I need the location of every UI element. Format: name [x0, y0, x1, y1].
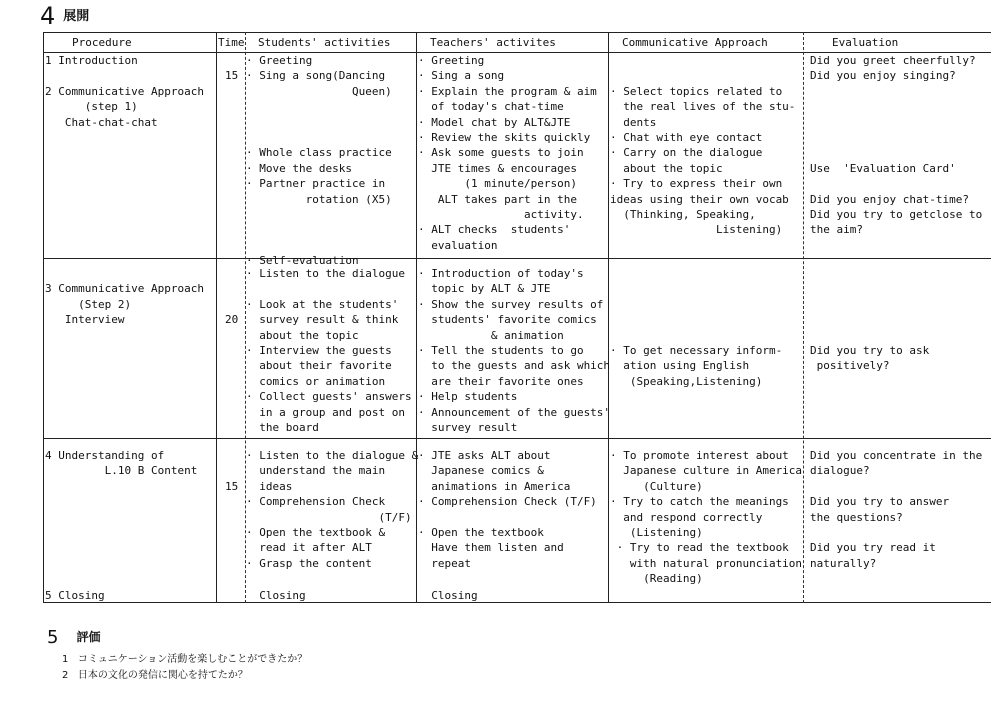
cell-evaluation-line: Did you try read it [810, 541, 936, 555]
header-teachers: Teachers' activites [430, 36, 556, 49]
cell-evaluation-line: Did you enjoy singing? [810, 69, 956, 83]
cell-approach-line: about the topic [610, 161, 723, 175]
cell-teachers-line: · Tell the students to go [418, 344, 584, 357]
cell-evaluation-line: Use 'Evaluation Card' [810, 161, 956, 175]
cell-teachers-line: & animation [418, 328, 564, 342]
cell-students-line: rotation (X5) [246, 192, 392, 206]
cell-approach-line: and respond correctly [610, 510, 763, 524]
cell-students-line: · Collect guests' answers [246, 390, 412, 404]
cell-teachers-line: (1 minute/person) [418, 177, 577, 191]
evaluation-item: 1 コミュニケーション活動を楽しむことができたか？ [62, 654, 308, 665]
cell-students-line: · Greeting [246, 54, 313, 67]
section-title: 評価 [76, 630, 101, 644]
cell-evaluation-line: Did you try to getclose to [810, 208, 983, 221]
table-rule [43, 32, 991, 33]
cell-students-line: · Listen to the dialogue [246, 267, 405, 280]
cell-teachers-line: · Announcement of the guests' [418, 405, 611, 419]
cell-students-line: understand the main [246, 464, 386, 478]
section-number: 5 [47, 627, 59, 648]
cell-students-line: · Comprehension Check [246, 495, 386, 509]
cell-procedure-line: 5 Closing [45, 589, 105, 602]
cell-procedure-line: 1 Introduction [45, 54, 138, 67]
cell-evaluation-line: Did you concentrate in the [810, 449, 983, 462]
cell-students-line: · Move the desks [246, 161, 352, 175]
cell-procedure-line: (step 1) [45, 100, 138, 114]
cell-teachers-line: JTE times & encourages [418, 161, 577, 175]
cell-teachers-line: ALT takes part in the [418, 192, 577, 206]
cell-evaluation-line: dialogue? [810, 464, 870, 478]
cell-students-line: about the topic [246, 328, 359, 342]
cell-students-line: · Open the textbook & [246, 526, 386, 539]
cell-approach-line: (Speaking,Listening) [610, 374, 763, 388]
cell-teachers-line: animations in America [418, 479, 571, 493]
cell-procedure-line: Interview [45, 313, 125, 327]
cell-evaluation-line: the questions? [810, 510, 903, 524]
cell-teachers-line: evaluation [418, 238, 498, 252]
cell-procedure-line: Chat-chat-chat [45, 115, 158, 129]
cell-approach-line: Japanese culture in America [610, 464, 803, 478]
table-rule [43, 258, 991, 259]
cell-teachers-line: are their favorite ones [418, 374, 584, 388]
table-column-rule [803, 32, 804, 603]
table-column-rule [43, 32, 44, 603]
cell-procedure-line: 4 Understanding of [45, 449, 165, 462]
cell-approach-line: · To get necessary inform- [610, 344, 783, 357]
cell-approach-line: (Reading) [610, 572, 703, 586]
cell-students-line: read it after ALT [246, 541, 372, 555]
cell-students-line: ideas [246, 479, 293, 493]
section-title: 展開 [63, 9, 90, 24]
cell-procedure-line: 3 Communicative Approach [45, 282, 204, 296]
cell-teachers-line: · ALT checks students' [418, 223, 571, 237]
table-rule [43, 602, 991, 603]
cell-approach-line: ation using English [610, 359, 750, 373]
section-number: 4 [40, 2, 56, 30]
header-approach: Communicative Approach [622, 36, 768, 49]
header-students: Students' activities [258, 36, 391, 49]
cell-approach-line: Listening) [610, 223, 783, 237]
cell-teachers-line: topic by ALT & JTE [418, 282, 551, 296]
table-rule [43, 438, 991, 439]
cell-time-line: 15 [225, 69, 239, 83]
cell-students-line: Queen) [246, 84, 392, 98]
cell-students-line: · Sing a song(Dancing [246, 69, 386, 83]
cell-teachers-line: · Help students [418, 390, 518, 404]
cell-approach-line: · To promote interest about [610, 449, 789, 462]
cell-teachers-line: · JTE asks ALT about [418, 449, 551, 462]
cell-teachers-line: · Comprehension Check (T/F) [418, 495, 597, 509]
cell-evaluation-line: the aim? [810, 223, 863, 237]
cell-students-line: · Self-evaluation [246, 254, 359, 268]
cell-approach-line: dents [610, 115, 657, 129]
cell-time-line: 20 [225, 313, 239, 327]
cell-evaluation-line: Did you greet cheerfully? [810, 54, 976, 67]
cell-teachers-line: Have them listen and [418, 541, 564, 555]
cell-teachers-line: Japanese comics & [418, 464, 544, 478]
header-procedure: Procedure [72, 36, 132, 49]
cell-approach-line: (Listening) [610, 526, 703, 539]
cell-approach-line: · Carry on the dialogue [610, 146, 763, 160]
cell-teachers-line: · Sing a song [418, 69, 505, 83]
cell-teachers-line: activity. [418, 208, 584, 221]
cell-students-line: · Look at the students' [246, 297, 399, 311]
cell-procedure-line: 2 Communicative Approach [45, 84, 204, 98]
cell-teachers-line: students' favorite comics [418, 313, 597, 327]
header-evaluation: Evaluation [832, 36, 899, 49]
cell-teachers-line: · Open the textbook [418, 526, 544, 539]
cell-evaluation-line: naturally? [810, 556, 877, 570]
cell-teachers-line: to the guests and ask which [418, 359, 611, 373]
cell-teachers-line: · Review the skits quickly [418, 131, 591, 144]
cell-approach-line: · Try to express their own [610, 177, 783, 191]
header-time: Time [218, 36, 245, 49]
cell-approach-line: · Chat with eye contact [610, 131, 763, 144]
cell-evaluation-line: Did you enjoy chat-time? [810, 192, 969, 206]
cell-teachers-line: repeat [418, 556, 471, 570]
section-4-heading [40, 2, 89, 30]
cell-approach-line: (Thinking, Speaking, [610, 208, 756, 221]
cell-students-line: in a group and post on [246, 405, 405, 419]
cell-procedure-line: L.10 B Content [45, 464, 198, 478]
cell-teachers-line: · Show the survey results of [418, 297, 604, 311]
cell-teachers-line: · Explain the program & aim [418, 84, 597, 98]
cell-teachers-line: · Model chat by ALT&JTE [418, 115, 571, 129]
cell-students-line: (T/F) [246, 510, 412, 524]
cell-procedure-line: (Step 2) [45, 297, 132, 311]
cell-students-line: · Interview the guests [246, 344, 392, 357]
cell-approach-line: · Try to read the textbook [610, 541, 789, 555]
cell-students-line: about their favorite [246, 359, 392, 373]
cell-evaluation-line: positively? [810, 359, 890, 373]
cell-students-line: survey result & think [246, 313, 399, 327]
evaluation-item: 2 日本の文化の発信に関心を持てたか？ [62, 670, 248, 681]
cell-students-line: comics or animation [246, 374, 386, 388]
cell-teachers-line: Closing [418, 589, 478, 602]
table-column-rule [416, 32, 417, 603]
cell-teachers-line: · Greeting [418, 54, 485, 67]
cell-teachers-line: · Ask some guests to join [418, 146, 584, 160]
cell-approach-line: with natural pronunciation [610, 556, 803, 570]
cell-time-line: 15 [225, 479, 239, 493]
cell-approach-line: · Select topics related to [610, 84, 783, 98]
cell-students-line: the board [246, 421, 319, 434]
table-column-rule [608, 32, 609, 603]
cell-students-line: · Partner practice in [246, 177, 386, 191]
cell-teachers-line: of today's chat-time [418, 100, 564, 114]
cell-teachers-line: · Introduction of today's [418, 267, 584, 280]
cell-teachers-line: survey result [418, 421, 518, 434]
table-column-rule [216, 32, 217, 603]
cell-approach-line: ideas using their own vocab [610, 192, 789, 206]
cell-evaluation-line: Did you try to answer [810, 495, 950, 509]
cell-students-line: · Grasp the content [246, 556, 372, 570]
cell-evaluation-line: Did you try to ask [810, 344, 930, 357]
cell-students-line: Closing [246, 589, 306, 602]
cell-approach-line: the real lives of the stu- [610, 100, 796, 114]
cell-approach-line: (Culture) [610, 479, 703, 493]
cell-approach-line: · Try to catch the meanings [610, 495, 789, 509]
cell-students-line: · Listen to the dialogue & [246, 449, 419, 462]
section-5-heading [47, 627, 100, 648]
cell-students-line: · Whole class practice [246, 146, 392, 160]
